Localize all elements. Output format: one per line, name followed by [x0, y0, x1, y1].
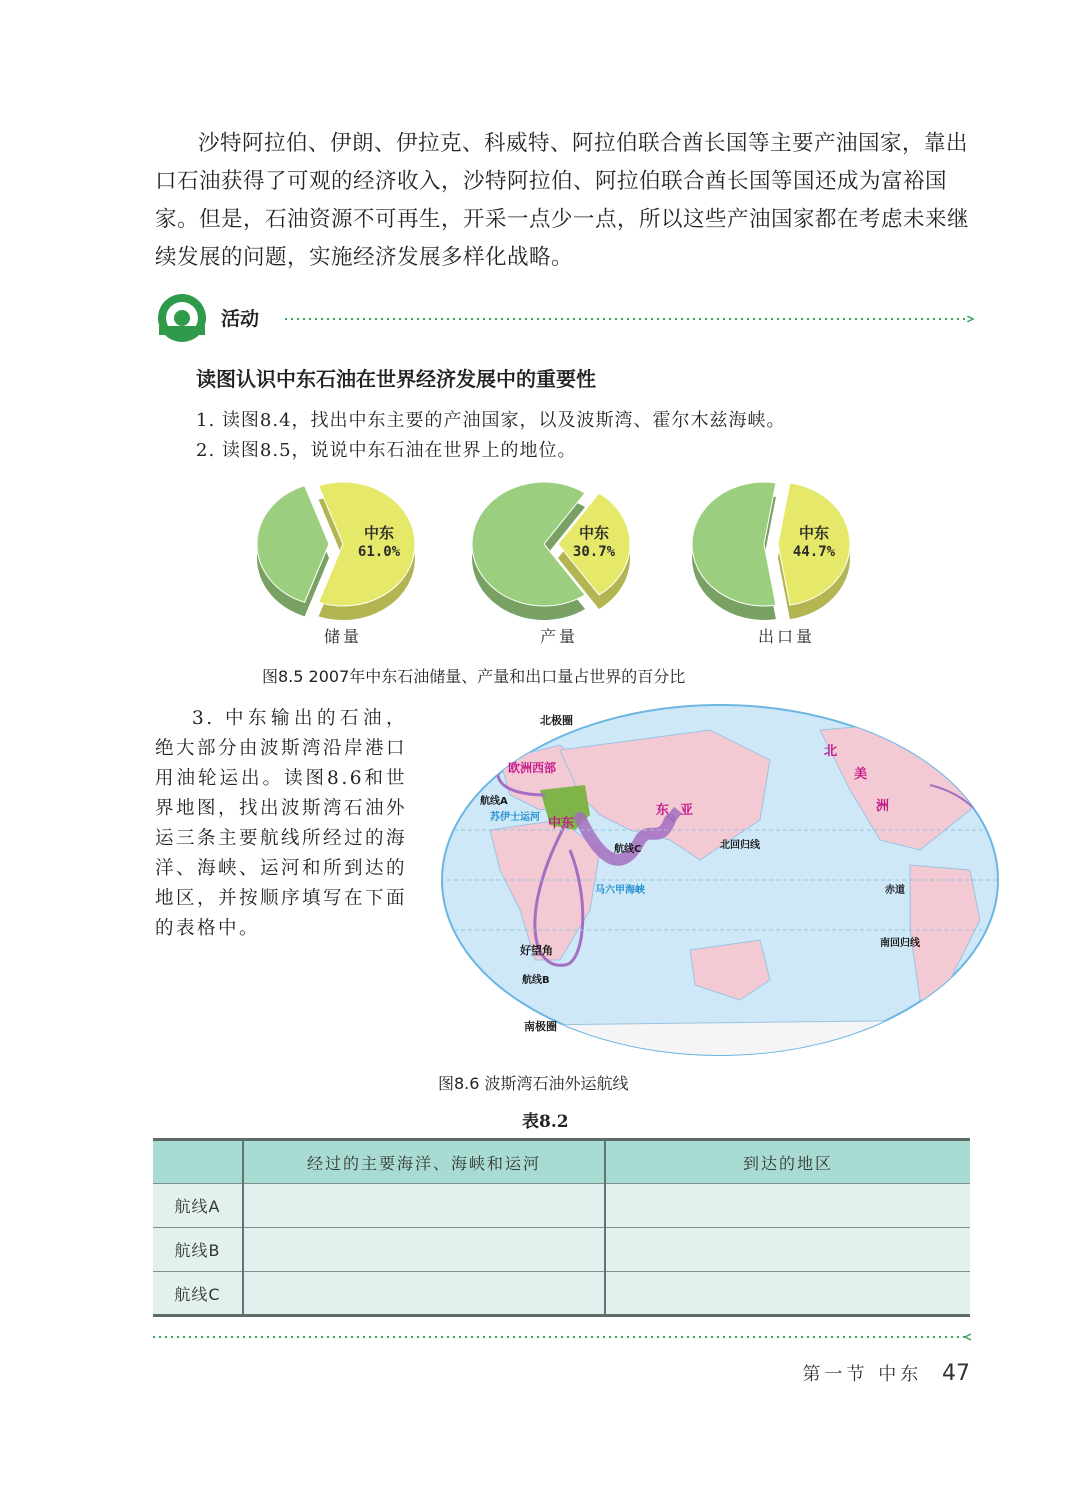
label-tropic-cancer: 北回归线	[720, 840, 760, 851]
south-america-landmass	[910, 865, 980, 1000]
label-antarctic: 南极圈	[524, 1020, 557, 1033]
pie-label-value: 30.7%	[572, 544, 616, 560]
pie-caption-export: 出口量	[758, 627, 816, 646]
pie-label-name: 中东	[798, 524, 830, 542]
label-route-c: 航线C	[614, 844, 642, 855]
label-equator: 赤道	[885, 885, 905, 896]
label-suez: 苏伊士运河	[490, 812, 540, 823]
pie-label-value: 44.7%	[792, 544, 836, 560]
label-tropic-capricorn: 南回归线	[880, 938, 920, 949]
pie-label-value: 61.0%	[357, 544, 401, 560]
label-west-europe: 欧洲西部	[508, 761, 557, 775]
label-north-america-2: 美	[854, 767, 868, 782]
label-arctic: 北极圈	[540, 714, 573, 727]
activity-dotted-rule	[285, 316, 975, 322]
pie-label-name: 中东	[578, 524, 610, 542]
label-middle-east: 中东	[548, 816, 575, 831]
question-3-text: 3. 中东输出的石油，绝大部分由波斯湾沿岸港口用油轮运出。读图8.6和世界地图，找出波斯湾石油外运三条主要航线所经过的海洋、海峡、运河和所到达的地区，并按顺序填写在下面的表格中。	[155, 708, 408, 939]
label-route-a: 航线A	[480, 796, 508, 807]
label-malacca: 马六甲海峡	[595, 885, 645, 896]
answer-cell[interactable]	[243, 1228, 605, 1272]
table-row	[153, 1228, 970, 1272]
answer-cell[interactable]	[605, 1272, 970, 1316]
table-title: 表8.2	[522, 1112, 569, 1132]
row-label: 航线A	[153, 1184, 243, 1228]
table-header-blank	[153, 1140, 243, 1184]
label-east-asia-2: 亚	[680, 803, 694, 818]
label-east-asia-1: 东	[656, 803, 670, 818]
intro-paragraph	[155, 125, 975, 277]
page-number: 47	[942, 1361, 970, 1386]
activity-label: 活动	[221, 308, 260, 330]
answer-cell[interactable]	[243, 1184, 605, 1228]
table-row	[153, 1184, 970, 1228]
label-north-america-1: 北	[824, 744, 838, 759]
pie-label-name: 中东	[363, 524, 395, 542]
paragraph-text: 沙特阿拉伯、伊朗、伊拉克、科威特、阿拉伯联合酋长国等主要产油国家，靠出口石油获得了可观的经济收入，沙特阿拉伯、阿拉伯联合酋长国等国还成为富裕国家。但是，石油资源不可再生，开采一点少一点，所以这些产油国家都在考虑未来继续发展的问题，实施经济发展多样化战略。	[155, 131, 970, 270]
row-label: 航线B	[153, 1228, 243, 1272]
pie-caption-production: 产量	[540, 627, 579, 646]
question-3	[155, 704, 407, 944]
figure-8-5-caption: 图8.5 2007年中东石油储量、产量和出口量占世界的百分比	[262, 667, 686, 686]
answer-cell[interactable]	[605, 1228, 970, 1272]
activity-item-1: 1. 读图8.4，找出中东主要的产油国家，以及波斯湾、霍尔木兹海峡。	[196, 410, 786, 431]
table-header-row	[153, 1140, 970, 1184]
footer-section: 第一节 中东	[802, 1364, 923, 1385]
answer-cell[interactable]	[605, 1184, 970, 1228]
activity-icon	[155, 292, 209, 344]
route-table	[153, 1138, 970, 1317]
table-header-destination: 到达的地区	[605, 1140, 970, 1184]
pie-caption-reserves: 储量	[324, 627, 363, 646]
activity-header	[155, 292, 977, 344]
label-cape: 好望角	[520, 944, 553, 957]
figure-8-6-caption: 图8.6 波斯湾石油外运航线	[438, 1074, 629, 1093]
route-c-arrow	[670, 810, 678, 820]
page-footer	[803, 1360, 970, 1386]
answer-cell[interactable]	[243, 1272, 605, 1316]
world-map-routes	[440, 700, 1000, 1060]
table-row	[153, 1272, 970, 1316]
activity-title: 读图认识中东石油在世界经济发展中的重要性	[196, 367, 596, 391]
table-header-waters: 经过的主要海洋、海峡和运河	[243, 1140, 605, 1184]
activity-item-2: 2. 读图8.5，说说中东石油在世界上的地位。	[196, 440, 577, 461]
footer-dotted-rule	[153, 1333, 973, 1341]
row-label: 航线C	[153, 1272, 243, 1316]
label-route-b: 航线B	[522, 975, 550, 986]
label-north-america-3: 洲	[876, 799, 890, 814]
